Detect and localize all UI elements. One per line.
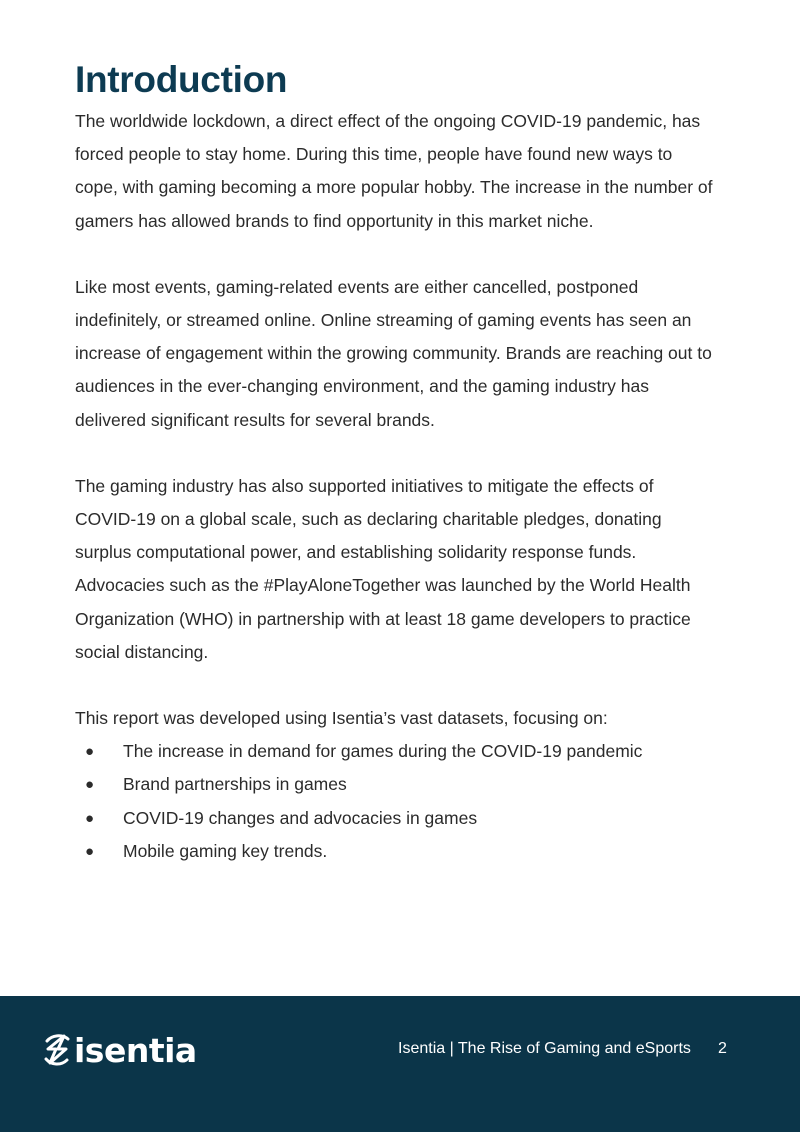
isentia-logo-mark-icon bbox=[42, 1032, 72, 1068]
page-number: 2 bbox=[718, 1040, 727, 1057]
list-item bbox=[75, 768, 715, 801]
list-item bbox=[75, 735, 715, 768]
bullet-icon: ● bbox=[85, 842, 95, 860]
list-item bbox=[75, 802, 715, 835]
focus-list bbox=[75, 735, 715, 868]
logo-text: isentia bbox=[74, 1030, 197, 1070]
page-content bbox=[75, 58, 715, 868]
list-item-text: Mobile gaming key trends. bbox=[123, 840, 328, 861]
intro-paragraph-4: This report was developed using Isentia’s vast datasets, focusing on: bbox=[75, 708, 608, 729]
intro-paragraph-3: The gaming industry has also supported initiatives to mitigate the effects of COVID-19 on a global scale, such as declaring charitable pledges, donating surplus computational power, and establishing solidarity response funds. Advocacies such as the #PlayAloneTogether was launched by the World Health Organization (WHO) in partnership with at least 18 game developers to practice social distancing. bbox=[75, 475, 691, 662]
list-item-text: Brand partnerships in games bbox=[123, 774, 347, 795]
intro-paragraph-1: The worldwide lockdown, a direct effect of the ongoing COVID-19 pandemic, has forced people to stay home. During this time, people have found new ways to cope, with gaming becoming a more popular hobby. The increase in the number of gamers has allowed brands to find opportunity in this market niche. bbox=[75, 111, 713, 231]
list-item-text: The increase in demand for games during the COVID-19 pandemic bbox=[123, 741, 643, 762]
page-footer bbox=[0, 996, 800, 1132]
page-title: Introduction bbox=[75, 59, 288, 100]
intro-paragraph-2: Like most events, gaming-related events are either cancelled, postponed indefinitely, or streamed online. Online streaming of gaming events has seen an increase of engagement within the growing community. Brands are reaching out to audiences in the ever-changing environment, and the gaming industry has delivered significant results for several brands. bbox=[75, 276, 712, 430]
list-item-text: COVID-19 changes and advocacies in games bbox=[123, 807, 478, 828]
bullet-icon: ● bbox=[85, 776, 95, 794]
footer-title: Isentia | The Rise of Gaming and eSports bbox=[398, 1040, 691, 1057]
list-item bbox=[75, 835, 715, 868]
bullet-icon: ● bbox=[85, 743, 95, 761]
isentia-logo bbox=[42, 1030, 197, 1070]
bullet-icon: ● bbox=[85, 809, 95, 827]
